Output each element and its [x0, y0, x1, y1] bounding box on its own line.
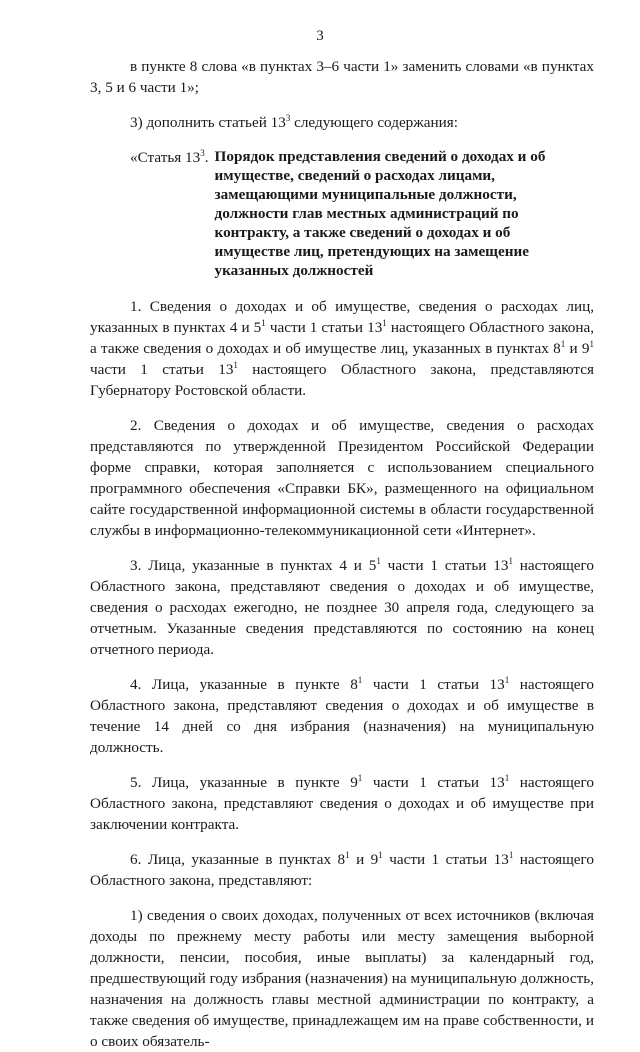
paragraph-2: 2. Сведения о доходах и об имуществе, сведения о расходах представляются по утвержденной Президентом Российской Федерации форме справки, которая заполняется с использованием специального программного обеспечения «Справки БК», размещенного на официальном сайте государственной информационной системы в области государственной службы в информационно-телекоммуникационной сети «Интернет».: [90, 417, 594, 539]
paragraph-6: 6. Лица, указанные в пунктах $8^1$ и $9^1$ части 1 статьи $13^1$ настоящего Областного закона, представляют:: [90, 850, 594, 889]
article-heading: [130, 147, 594, 280]
superscript-index: 3: [200, 148, 205, 158]
superscript-index: 1: [508, 556, 513, 566]
superscript-index: 1: [376, 556, 381, 566]
paragraph-1: 1. Сведения о доходах и об имуществе, сведения о расходах лиц, указанных в пунктах 4 и $5^1$ части 1 статьи $13^1$ настоящего Областного закона, а также сведения о доходах и об имуществе лиц, указанных в пунктах $8^1$ и $9^1$ части 1 статьи $13^1$ настоящего Областного закона, представляются Губернатору Ростовской области.: [90, 298, 594, 399]
paragraph-5: 5. Лица, указанные в пункте $9^1$ части 1 статьи $13^1$ настоящего Областного закона, представляют сведения о доходах и об имуществе при заключении контракта.: [90, 773, 594, 833]
superscript-index: 3: [285, 113, 291, 123]
article-title: Порядок представления сведений о доходах и об имуществе, сведений о расходах лицами, замещающими муниципальные должности, должности глав местных администраций по контракту, а также сведений о доходах и об имуществе лиц, претендующих на замещение указанных должностей: [214, 148, 546, 279]
intro-paragraph-1: в пункте 8 слова «в пунктах 3–6 части 1» заменить словами «в пунктах 3, 5 и 6 части 1»;: [90, 58, 594, 96]
superscript-index: 1: [357, 773, 363, 783]
superscript-index: 1: [233, 360, 238, 370]
superscript-index: 1: [589, 339, 594, 349]
superscript-index: 1: [261, 318, 266, 328]
superscript-index: 1: [508, 850, 514, 860]
superscript-index: 1: [560, 339, 566, 349]
superscript-index: 1: [504, 675, 510, 685]
page-number: 3: [316, 28, 324, 44]
superscript-index: 1: [378, 850, 383, 860]
document-body: [90, 56, 594, 1052]
superscript-index: 1: [504, 773, 510, 783]
superscript-index: 1: [382, 318, 387, 328]
paragraph-6-item-1: 1) сведения о своих доходах, полученных от всех источников (включая доходы по прежнему месту работы или месту замещения выборной должности, пенсии, пособия, иные выплаты) за календарный год, предшествующий году избрания (назначения) на муниципальную должность, назначения на должность главы местной администрации по контракту, а также сведения об имуществе, принадлежащем им на праве собственности, и о своих обязатель-: [90, 907, 594, 1050]
paragraph-4: 4. Лица, указанные в пункте $8^1$ части 1 статьи $13^1$ настоящего Областного закона, представляют сведения о доходах и об имуществе в течение 14 дней со дня избрания (назначения) на муниципальную должность.: [90, 675, 594, 756]
superscript-index: 1: [357, 675, 363, 685]
intro-paragraph-2: 3) дополнить статьей $13^3$ следующего содержания:: [130, 113, 458, 131]
superscript-index: 1: [345, 850, 350, 860]
article-number: «Статья $13^3$.: [130, 148, 209, 166]
paragraph-3: 3. Лица, указанные в пунктах 4 и $5^1$ части 1 статьи $13^1$ настоящего Областного закона, представляют сведения о доходах и об имуществе, сведения о расходах ежегодно, не позднее 30 апреля года, следующего за отчетным. Указанные сведения представляются по состоянию на конец отчетного периода.: [90, 556, 594, 658]
